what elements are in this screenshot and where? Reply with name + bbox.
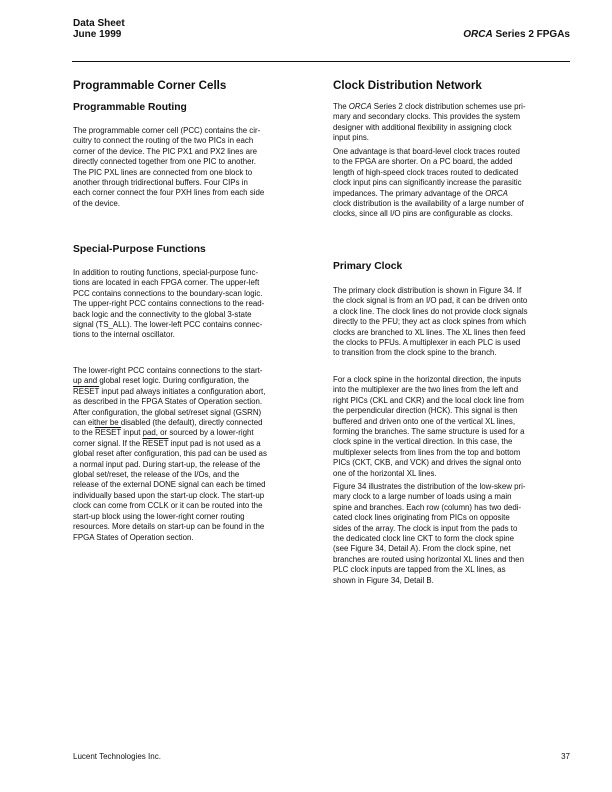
paragraph-primary-1 [333,286,528,359]
product-series: Series 2 FPGAs [492,29,570,40]
text-line: into the multiplexer are the two lines from the left and [333,385,519,395]
text-line: PCC contains connections to the boundary-scan logic. [73,288,263,298]
paragraph-primary-2 [333,375,525,479]
text-line: forming the branches. The same structure is used for a [333,427,525,437]
footer-company: Lucent Technologies Inc. [73,752,161,761]
text-segment: input pad is not used as a [168,438,261,448]
text-line: clock spine in the vertical direction. In this case, the [333,437,513,447]
text-line: PICs (CKT, CKB, and VCK) and drives the signal onto [333,458,522,468]
doc-type: Data Sheet [73,18,125,29]
text-line: global reset after configuration, this pad can be used as [73,449,267,459]
text-line [73,439,267,449]
text-line: corner of the device. The PIC PX1 and PX2 lines are [73,146,258,156]
text-line: input pins. [333,133,369,143]
text-line: clocks, since all I/O pins are configurable as clocks. [333,209,513,219]
text-line: mary clock to a large number of loads using a main [333,492,512,502]
text-line: the perpendicular direction (HCK). This signal is then [333,406,518,416]
text-line: multiplexer selects from lines from the top and bottom [333,447,521,457]
paragraph-cdn-1 [333,102,526,144]
text-line: a clock line. The clock lines do not provide clock signals [333,306,528,316]
text-segment: The [333,102,349,111]
signal-name-overbar: RESET [142,438,169,448]
heading-special-purpose: Special-Purpose Functions [73,244,206,255]
text-line: The primary clock distribution is shown in Figure 34. If [333,286,522,295]
text-line: as described in the FPGA States of Operation section. [73,397,263,407]
text-line: the clock signal is from an I/O pad, it can be driven onto [333,296,528,306]
text-line: back logic and the connectivity to the global 3-state [73,309,252,319]
text-line: In addition to routing functions, special-purpose func- [73,268,259,277]
text-line: tions to the internal oscillator. [73,330,175,340]
heading-programmable-routing: Programmable Routing [73,102,187,113]
text-line: clock can come from CCLK or it can be routed into the [73,501,263,511]
paragraph-cdn-2 [333,147,524,220]
text-line: buffered and driven onto one of the vertical XL lines, [333,416,516,426]
text-line: sides of the array. The clock is input from the pads to [333,523,518,533]
text-line: The PIC PXL lines are connected from one block to [73,167,253,177]
signal-name-overbar: RESET [94,428,122,438]
doc-date: June 1999 [73,29,122,40]
text-line: The upper-right PCC contains connections to the read- [73,299,265,309]
text-line: another through tridirectional buffers. Four CIPs in [73,178,248,188]
text-segment: to the [73,428,95,438]
text-segment: input pad always initiates a configuration abort, [99,386,266,396]
text-line [73,387,267,397]
text-line: release of the external DONE signal can each be timed [73,480,266,490]
text-line: individually based upon the start-up clock. The start-up [73,490,265,500]
text-line: resources. More details on start-up can be found in the [73,522,265,532]
section-title-corner-cells: Programmable Corner Cells [73,79,227,92]
text-line: start-up block using the lower-right corner routing [73,511,245,521]
heading-primary-clock: Primary Clock [333,261,403,272]
text-line [333,189,524,199]
brand-name: ORCA [348,102,372,111]
text-line: can either be disabled (the default), directly connected [73,418,263,428]
page-number: 37 [561,752,570,761]
text-line: tions are located in each FPGA corner. The upper-left [73,278,260,288]
text-line: right PICs (CKL and CKR) and the local clock line from [333,395,524,405]
text-line: directly connected together from one PIC to another. [73,157,256,167]
section-title-clock-distribution: Clock Distribution Network [333,79,482,92]
header-rule [72,61,570,62]
text-line: global set/reset, the release of the I/Os, and the [73,470,240,480]
text-line: PLC clock inputs are tapped from the XL lines, as [333,565,506,575]
text-line: directly to the PFU; they act as clock spines from which [333,317,526,327]
text-line: to the FPGA are shorter. On a PC board, the added [333,157,513,167]
text-line: spine and branches. Each row (column) has two dedi- [333,502,522,512]
text-line: shown in Figure 34, Detail B. [333,575,434,585]
paragraph-routing [73,126,264,209]
text-line: to transition from the clock spine to the branch. [333,348,497,358]
text-line: The programmable corner cell (PCC) contains the cir- [73,126,261,135]
text-line: Figure 34 illustrates the distribution of the low-skew pri- [333,482,526,491]
text-segment: corner signal. If the [73,438,143,448]
text-segment: impedances. The primary advantage of the [333,188,486,198]
text-line: branches are routed using horizontal XL lines and then [333,554,524,564]
text-line: each corner connect the four PXH lines from each side [73,188,265,198]
text-line: cated clock lines originating from PICs on opposite [333,513,510,523]
text-segment: Series 2 clock distribution schemes use pri- [371,102,526,111]
product-brand: ORCA [463,29,493,40]
product-title [463,29,570,40]
paragraph-special-2 [73,366,267,543]
text-line: The lower-right PCC contains connections to the start- [73,366,263,375]
text-line: After configuration, the global set/reset signal (GSRN) [73,407,262,417]
text-line: (see Figure 34, Detail A). From the clock spine, net [333,544,511,554]
text-line: signal (TS_ALL). The lower-left PCC contains connec- [73,320,263,330]
text-line: clock distribution is the availability of a large number of [333,199,524,209]
text-line: the dedicated clock line CKT to form the clock spine [333,534,514,544]
text-line: FPGA States of Operation section. [73,532,194,542]
text-line: designer with additional flexibility in assigning clock [333,122,512,132]
text-line [73,428,267,438]
brand-name: ORCA [485,188,508,198]
text-line: One advantage is that board-level clock traces routed [333,147,520,156]
paragraph-primary-3 [333,482,526,586]
text-line: length of high-speed clock traces routed to dedicated [333,167,519,177]
text-line: one of the horizontal XL lines. [333,468,437,478]
text-line: of the device. [73,198,120,208]
text-line: For a clock spine in the horizontal direction, the inputs [333,375,522,384]
text-line: mary and secondary clocks. This provides the system [333,112,521,122]
paragraph-special-1 [73,268,264,341]
text-line: clocks are branched to XL lines. The XL lines then feed [333,327,526,337]
text-line: a normal input pad. During start-up, the release of the [73,459,261,469]
text-line: the clocks to PFUs. A multiplexer in each PLC is used [333,338,521,348]
text-line: clock input pins can significantly increase the parasitic [333,178,522,188]
text-line: up and global reset logic. During configuration, the [73,376,249,386]
text-segment: input pad, or sourced by a lower-right [121,428,254,438]
signal-name-overbar: RESET [73,386,100,396]
text-line: cuitry to connect the routing of the two PICs in each [73,136,254,146]
text-line [333,102,526,112]
